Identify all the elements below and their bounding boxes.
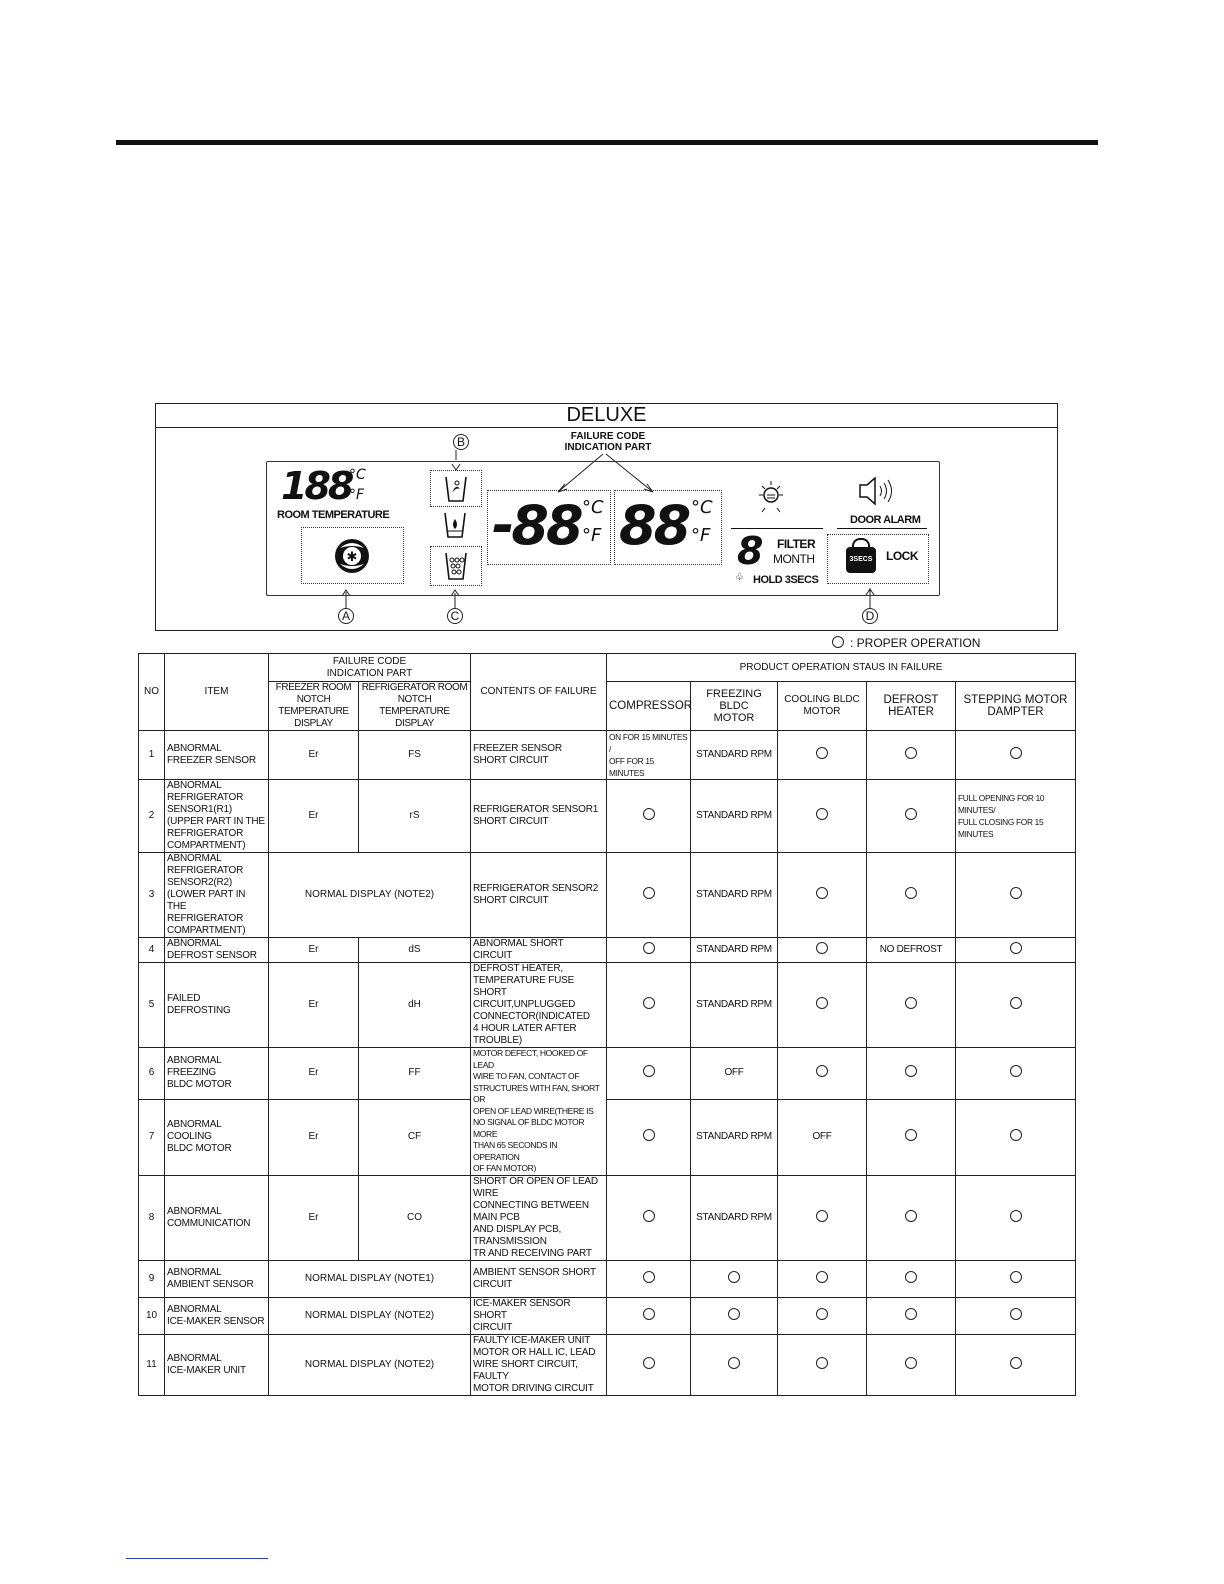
proper-operation-symbol	[1010, 747, 1022, 759]
defrost-heater-status	[867, 853, 956, 938]
stepping-motor-status	[956, 1048, 1076, 1100]
cell-line: REFRIGERATOR	[167, 828, 244, 839]
door-alarm-label: DOOR ALARM	[850, 514, 921, 526]
table-row	[139, 731, 1076, 780]
proper-operation-symbol	[816, 1357, 828, 1369]
cell-line: CONNECTOR(INDICATED	[473, 1011, 590, 1022]
cell-line: OF FAN MOTOR)	[473, 1163, 536, 1173]
cell-line: MOTOR DRIVING CIRCUIT	[473, 1382, 594, 1394]
cell-line: SHORT CIRCUIT	[473, 816, 549, 827]
freezing-motor-status	[691, 1334, 778, 1395]
proper-operation-symbol	[643, 808, 655, 820]
stepping-motor-status	[956, 780, 1076, 853]
defrost-heater-status	[867, 963, 956, 1048]
fridge-code: CF	[359, 1099, 471, 1175]
proper-operation-symbol	[1010, 1129, 1022, 1141]
cell-line: SHORT CIRCUIT	[473, 895, 549, 906]
proper-operation-symbol	[905, 1129, 917, 1141]
table-row	[139, 853, 1076, 938]
header-stepping-motor: STEPPING MOTOR DAMPTER	[956, 682, 1076, 731]
proper-operation-symbol	[1010, 1271, 1022, 1283]
lcd-display	[266, 461, 940, 596]
proper-operation-symbol	[1010, 1065, 1022, 1077]
row-number: 6	[139, 1048, 165, 1100]
row-number: 1	[139, 731, 165, 780]
proper-operation-symbol	[816, 808, 828, 820]
svg-text:✱: ✱	[346, 550, 358, 565]
stepping-motor-status	[956, 1334, 1076, 1395]
fan-icon	[332, 536, 372, 576]
proper-operation-symbol	[816, 1308, 828, 1320]
cell-line: ABNORMAL	[167, 1352, 222, 1364]
table-row	[139, 1099, 1076, 1175]
crushed-ice-icon	[444, 475, 468, 503]
failure-contents	[471, 1297, 607, 1334]
cell-line: BLDC MOTOR	[167, 1079, 232, 1091]
cell-line: 4 HOUR LATER AFTER TROUBLE)	[473, 1023, 577, 1046]
failure-contents	[471, 1260, 607, 1297]
failure-contents	[471, 1334, 607, 1395]
stepping-motor-status	[956, 1297, 1076, 1334]
freezer-code: Er	[269, 1048, 359, 1100]
proper-operation-symbol	[1010, 1210, 1022, 1222]
table-row	[139, 1334, 1076, 1395]
defrost-heater-status	[867, 780, 956, 853]
cell-line: COMMUNICATION	[167, 1217, 251, 1229]
freezer-digits: -88	[492, 494, 581, 557]
stepping-motor-status	[956, 1099, 1076, 1175]
table-row	[139, 1048, 1076, 1100]
freezer-code: Er	[269, 938, 359, 963]
freezing-motor-status: OFF	[691, 1048, 778, 1100]
freezer-code: Er	[269, 963, 359, 1048]
cell-line: ICE-MAKER UNIT	[167, 1364, 246, 1376]
normal-display: NORMAL DISPLAY (NOTE2)	[269, 1297, 471, 1334]
defrost-heater-status: NO DEFROST	[867, 938, 956, 963]
proper-operation-symbol	[905, 887, 917, 899]
header-item: ITEM	[165, 654, 269, 731]
proper-operation-symbol	[1010, 887, 1022, 899]
cell-line: ABNORMAL SHORT CIRCUIT	[473, 938, 564, 961]
cell-line: COMPARTMENT)	[167, 840, 246, 851]
speaker-icon	[857, 476, 901, 506]
fridge-code: FS	[359, 731, 471, 780]
row-item	[165, 780, 269, 853]
header-no: NO	[139, 654, 165, 731]
header-compressor: COMPRESSOR	[607, 682, 691, 731]
cell-line: ABNORMAL	[167, 938, 222, 949]
cell-line: DEFROST HEATER,	[473, 963, 563, 974]
water-icon	[443, 511, 467, 539]
cell-line: FAILED DEFROSTING	[167, 993, 231, 1016]
cubed-ice-button[interactable]	[430, 546, 482, 586]
stepping-motor-status	[956, 938, 1076, 963]
proper-operation-symbol	[816, 1210, 828, 1222]
defrost-heater-status	[867, 1334, 956, 1395]
header-status: PRODUCT OPERATION STAUS IN FAILURE	[607, 654, 1076, 682]
header-freezing-motor: FREEZING BLDC MOTOR	[691, 682, 778, 731]
freezing-motor-status	[691, 1297, 778, 1334]
compressor-status	[607, 853, 691, 938]
proper-operation-symbol	[1010, 1357, 1022, 1369]
row-number: 10	[139, 1297, 165, 1334]
proper-operation-symbol	[905, 997, 917, 1009]
header-freezer-display: FREEZER ROOM NOTCH TEMPERATURE DISPLAY	[269, 682, 359, 731]
proper-operation-symbol	[816, 997, 828, 1009]
cooling-motor-status	[778, 1175, 867, 1260]
failure-contents	[471, 853, 607, 938]
cell-line: STRUCTURES WITH FAN, SHORT OR	[473, 1082, 600, 1104]
row-item	[165, 1334, 269, 1395]
freezer-code: Er	[269, 731, 359, 780]
proper-operation-symbol	[643, 1308, 655, 1320]
row-number: 3	[139, 853, 165, 938]
proper-operation-symbol	[643, 1129, 655, 1141]
hold-3secs-label: HOLD 3SECS	[753, 574, 819, 586]
fridge-digits: 88	[619, 494, 689, 557]
row-number: 7	[139, 1099, 165, 1175]
proper-operation-symbol	[643, 887, 655, 899]
callout-b: B	[453, 434, 469, 450]
freezer-code: Er	[269, 1175, 359, 1260]
proper-operation-symbol	[728, 1357, 740, 1369]
table-row	[139, 780, 1076, 853]
failure-contents	[471, 731, 607, 780]
deluxe-display-panel	[155, 403, 1058, 631]
cell-line: WIRE SHORT CIRCUIT, FAULTY	[473, 1358, 578, 1382]
hold-icon: ♧	[735, 572, 744, 583]
fridge-code: CO	[359, 1175, 471, 1260]
normal-display: NORMAL DISPLAY (NOTE1)	[269, 1260, 471, 1297]
table-row	[139, 1297, 1076, 1334]
proper-operation-symbol	[905, 1357, 917, 1369]
cell-line: ABNORMAL	[167, 743, 222, 754]
proper-operation-symbol	[905, 1210, 917, 1222]
compressor-status	[607, 731, 691, 780]
filter-label: FILTER	[777, 537, 816, 551]
defrost-heater-status	[867, 1099, 956, 1175]
proper-operation-symbol	[816, 747, 828, 759]
filter-month-digit: 8	[737, 529, 761, 573]
cell-line: ABNORMAL FREEZING	[167, 1055, 222, 1079]
fridge-unit-f: °F	[691, 525, 711, 546]
proper-operation-symbol	[816, 1065, 828, 1077]
proper-operation-symbol	[816, 887, 828, 899]
proper-operation-symbol	[816, 1271, 828, 1283]
lock-button[interactable]	[827, 534, 929, 584]
freezing-motor-status: STANDARD RPM	[691, 938, 778, 963]
failure-contents	[471, 1048, 607, 1176]
proper-operation-symbol	[643, 1271, 655, 1283]
cell-line: NO SIGNAL OF BLDC MOTOR MORE	[473, 1117, 585, 1139]
proper-operation-symbol	[905, 1065, 917, 1077]
row-number: 5	[139, 963, 165, 1048]
cell-line: BLDC MOTOR	[167, 1143, 232, 1155]
cooling-motor-status	[778, 1048, 867, 1100]
fridge-unit-c: °C	[691, 497, 713, 518]
cooling-motor-status	[778, 731, 867, 780]
cell-line: (UPPER PART IN THE	[167, 816, 265, 827]
freezer-temperature-display[interactable]	[487, 490, 611, 565]
cooling-motor-status	[778, 1334, 867, 1395]
proper-operation-symbol	[832, 636, 844, 648]
normal-display: NORMAL DISPLAY (NOTE2)	[269, 853, 471, 938]
header-cooling-motor: COOLING BLDC MOTOR	[778, 682, 867, 731]
cell-line: FREEZER SENSOR	[167, 755, 256, 766]
table-row	[139, 1175, 1076, 1260]
cell-line: REFRIGERATOR	[167, 913, 244, 924]
freezing-motor-status: STANDARD RPM	[691, 731, 778, 780]
proper-operation-symbol	[643, 1357, 655, 1369]
proper-operation-symbol	[728, 1308, 740, 1320]
cooling-motor-status: OFF	[778, 1099, 867, 1175]
failure-contents	[471, 780, 607, 853]
freezing-motor-status: STANDARD RPM	[691, 963, 778, 1048]
cell-line: CONNECTING BETWEEN MAIN PCB	[473, 1199, 589, 1223]
failure-contents	[471, 1175, 607, 1260]
cooling-motor-status	[778, 853, 867, 938]
cell-line: SHORT CIRCUIT	[473, 755, 549, 766]
proper-operation-symbol	[643, 1065, 655, 1077]
cell-line: OPEN OF LEAD WIRE(THERE IS	[473, 1105, 594, 1116]
defrost-heater-status	[867, 1175, 956, 1260]
cell-line: MOTOR OR HALL IC, LEAD	[473, 1346, 596, 1358]
cooling-motor-status	[778, 1260, 867, 1297]
lock-icon: 3SECS	[846, 547, 876, 573]
fridge-code: dS	[359, 938, 471, 963]
stepping-motor-status	[956, 1260, 1076, 1297]
failure-contents	[471, 938, 607, 963]
month-label: MONTH	[773, 552, 815, 566]
defrost-heater-status	[867, 1297, 956, 1334]
cell-line: ABNORMAL	[167, 1205, 222, 1217]
header-failure-code: FAILURE CODE INDICATION PART	[269, 654, 471, 682]
row-item	[165, 963, 269, 1048]
stepping-motor-status	[956, 853, 1076, 938]
row-item	[165, 1048, 269, 1100]
compressor-status	[607, 1260, 691, 1297]
header-defrost-heater: DEFROST HEATER	[867, 682, 956, 731]
room-unit-c: °C	[349, 467, 366, 483]
fan-button-area[interactable]	[301, 527, 404, 584]
callout-c: C	[447, 608, 463, 624]
cell-line: FAULTY ICE-MAKER UNIT	[473, 1334, 591, 1346]
stepping-motor-status	[956, 1175, 1076, 1260]
cell-line: ABNORMAL	[167, 1266, 222, 1278]
top-rule	[116, 140, 1098, 145]
normal-display: NORMAL DISPLAY (NOTE2)	[269, 1334, 471, 1395]
room-temperature-digits: 188	[281, 464, 352, 508]
cell-line: SENSOR2(R2)	[167, 877, 233, 888]
proper-operation-symbol	[905, 1271, 917, 1283]
cell-line: TR AND RECEIVING PART	[473, 1247, 592, 1259]
fridge-code: dH	[359, 963, 471, 1048]
fridge-code: FF	[359, 1048, 471, 1100]
compressor-status	[607, 780, 691, 853]
cell-line: REFRIGERATOR SENSOR1	[473, 804, 599, 815]
row-number: 8	[139, 1175, 165, 1260]
row-item	[165, 1099, 269, 1175]
freezing-motor-status: STANDARD RPM	[691, 853, 778, 938]
fridge-temperature-display[interactable]	[614, 490, 722, 565]
cell-line: ABNORMAL COOLING	[167, 1119, 222, 1143]
cooling-motor-status	[778, 938, 867, 963]
proper-operation-symbol	[816, 942, 828, 954]
freezer-code: Er	[269, 780, 359, 853]
table-row	[139, 938, 1076, 963]
crushed-ice-button[interactable]	[430, 470, 482, 507]
row-item	[165, 1297, 269, 1334]
filter-light-icon	[754, 478, 788, 518]
header-contents: CONTENTS OF FAILURE	[471, 654, 607, 731]
proper-operation-symbol	[905, 1308, 917, 1320]
cell-line: (LOWER PART IN THE	[167, 889, 246, 912]
defrost-heater-status	[867, 1260, 956, 1297]
row-number: 4	[139, 938, 165, 963]
compressor-status	[607, 1099, 691, 1175]
compressor-status	[607, 1297, 691, 1334]
cell-line: CIRCUIT	[473, 1321, 513, 1333]
cell-line: FREEZER SENSOR	[473, 743, 562, 754]
cell-line: REFRIGERATOR SENSOR2	[473, 883, 599, 894]
row-number: 9	[139, 1260, 165, 1297]
failure-code-label: FAILURE CODE INDICATION PART	[564, 431, 652, 453]
failure-table	[138, 653, 1076, 1396]
callout-a: A	[338, 608, 354, 624]
cooling-motor-status	[778, 780, 867, 853]
proper-operation-symbol	[1010, 1308, 1022, 1320]
cell-line: MOTOR DEFECT, HOOKED OF LEAD	[473, 1048, 588, 1070]
row-item	[165, 1175, 269, 1260]
freezing-motor-status: STANDARD RPM	[691, 1175, 778, 1260]
freezer-code: Er	[269, 1099, 359, 1175]
proper-operation-symbol	[1010, 942, 1022, 954]
proper-operation-symbol	[905, 747, 917, 759]
defrost-heater-status	[867, 1048, 956, 1100]
failure-contents	[471, 963, 607, 1048]
cell-line: AMBIENT SENSOR SHORT	[473, 1266, 596, 1278]
row-item	[165, 1260, 269, 1297]
cell-line: SENSOR1(R1)	[167, 804, 233, 815]
compressor-status	[607, 1334, 691, 1395]
cell-line: AMBIENT SENSOR	[167, 1278, 254, 1290]
proper-operation-symbol	[643, 997, 655, 1009]
lock-shackle	[852, 538, 870, 552]
proper-operation-symbol	[1010, 997, 1022, 1009]
cell-line: ABNORMAL REFRIGERATOR	[167, 780, 244, 803]
row-item	[165, 938, 269, 963]
cell-line: OFF FOR 15 MINUTES	[609, 756, 654, 778]
proper-operation-symbol	[728, 1271, 740, 1283]
room-temperature-label: ROOM TEMPERATURE	[277, 509, 390, 521]
cell-line: AND DISPLAY PCB, TRANSMISSION	[473, 1223, 562, 1247]
freezing-motor-status: STANDARD RPM	[691, 1099, 778, 1175]
panel-title: DELUXE	[156, 404, 1057, 428]
row-item	[165, 853, 269, 938]
proper-operation-symbol	[905, 808, 917, 820]
cell-line: CIRCUIT	[473, 1278, 513, 1290]
lock-label: LOCK	[886, 549, 918, 563]
cell-line: CIRCUIT,UNPLUGGED	[473, 999, 576, 1010]
footer-link-underline	[126, 1558, 268, 1559]
freezing-motor-status: STANDARD RPM	[691, 780, 778, 853]
table-row	[139, 1260, 1076, 1297]
row-number: 11	[139, 1334, 165, 1395]
door-alarm-divider	[837, 528, 927, 529]
callout-d: D	[862, 608, 878, 624]
cell-line: THAN 65 SECONDS IN OPERATION	[473, 1140, 558, 1162]
stepping-motor-status	[956, 963, 1076, 1048]
cooling-motor-status	[778, 963, 867, 1048]
freezing-motor-status	[691, 1260, 778, 1297]
cell-line: ICE-MAKER SENSOR SHORT	[473, 1297, 571, 1321]
cell-line: COMPARTMENT)	[167, 925, 246, 936]
freezer-unit-f: °F	[582, 525, 602, 546]
cell-line: ABNORMAL REFRIGERATOR	[167, 853, 244, 876]
stepping-motor-status	[956, 731, 1076, 780]
compressor-status	[607, 938, 691, 963]
header-fridge-display: REFRIGERATOR ROOM NOTCH TEMPERATURE DISPLAY	[359, 682, 471, 731]
freezer-unit-c: °C	[582, 497, 604, 518]
cooling-motor-status	[778, 1297, 867, 1334]
cell-line: FULL OPENING FOR 10 MINUTES/	[958, 793, 1045, 815]
cubed-ice-icon	[444, 551, 468, 581]
table-row	[139, 963, 1076, 1048]
compressor-status	[607, 1048, 691, 1100]
proper-operation-symbol	[643, 942, 655, 954]
cell-line: DEFROST SENSOR	[167, 950, 257, 961]
cell-line: FULL CLOSING FOR 15 MINUTES	[958, 817, 1044, 839]
room-unit-f: °F	[349, 487, 365, 503]
cell-line: ABNORMAL	[167, 1303, 222, 1315]
proper-operation-symbol	[643, 1210, 655, 1222]
legend: : PROPER OPERATION	[832, 636, 980, 650]
cell-line: SHORT OR OPEN OF LEAD WIRE	[473, 1175, 598, 1199]
defrost-heater-status	[867, 731, 956, 780]
fridge-code: rS	[359, 780, 471, 853]
cell-line: ON FOR 15 MINUTES /	[609, 732, 688, 754]
compressor-status	[607, 1175, 691, 1260]
row-item	[165, 731, 269, 780]
compressor-status	[607, 963, 691, 1048]
cell-line: ICE-MAKER SENSOR	[167, 1315, 265, 1327]
cell-line: TEMPERATURE FUSE SHORT	[473, 975, 575, 998]
row-number: 2	[139, 780, 165, 853]
cell-line: WIRE TO FAN, CONTACT OF	[473, 1071, 580, 1081]
